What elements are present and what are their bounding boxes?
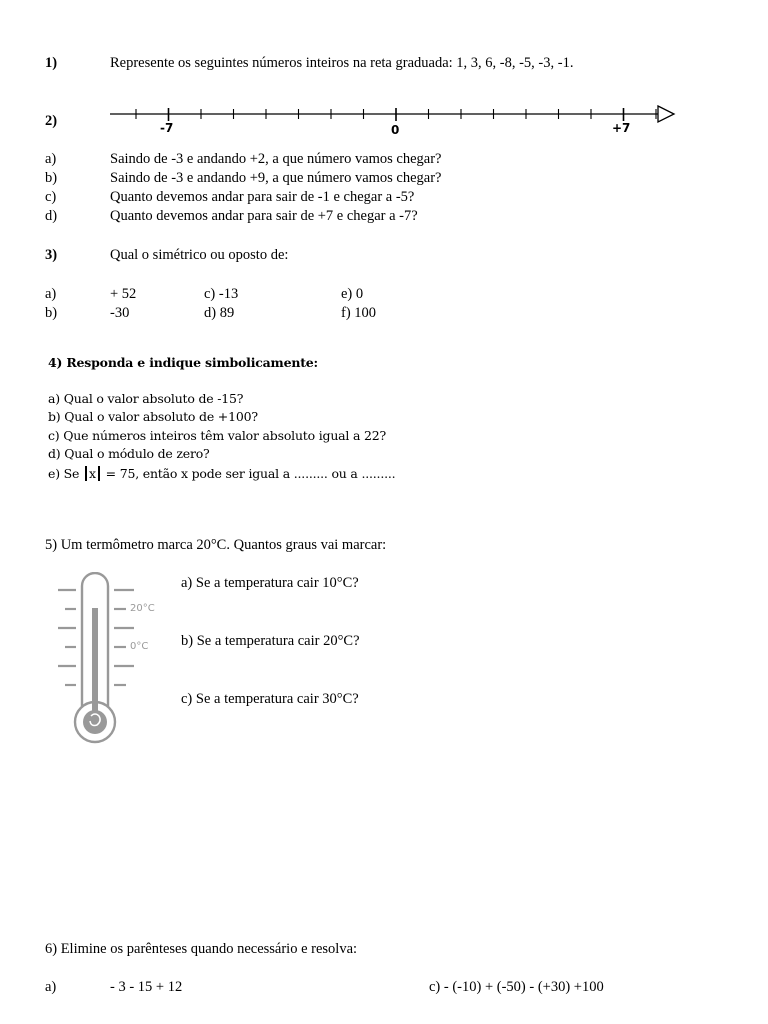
- q4-item-e-suffix: = 75, então x pode ser igual a ......... ou a .........: [105, 466, 396, 481]
- q4-item-d: d) Qual o módulo de zero?: [48, 446, 210, 461]
- q3-text: Qual o simétrico ou oposto de:: [110, 247, 289, 263]
- q4-item-e-variable: x: [89, 466, 96, 481]
- absolute-value-bar-right: [98, 466, 100, 481]
- q5-item-b: b) Se a temperatura cair 20°C?: [181, 633, 360, 649]
- q3-row-a-col2: c) -13: [204, 286, 239, 302]
- q3-row-b-letter: b): [45, 305, 58, 321]
- q2-item-c-text: Quanto devemos andar para sair de -1 e chegar a -5?: [110, 189, 415, 205]
- q3-row-b-col1: -30: [110, 305, 130, 321]
- q2-item-d-letter: d): [45, 208, 58, 224]
- q2-item-d-text: Quanto devemos andar para sair de +7 e chegar a -7?: [110, 208, 418, 224]
- q6-row-a-letter: a): [45, 979, 57, 995]
- q3-row-a-col1: + 52: [110, 286, 137, 302]
- q1-number: 1): [45, 55, 58, 71]
- number-line-label-zero: 0: [391, 123, 400, 137]
- q3-row-a-col3: e) 0: [341, 286, 364, 302]
- q2-item-c-letter: c): [45, 189, 57, 205]
- number-line-label-neg7: -7: [160, 121, 174, 135]
- q4-title: 4) Responda e indique simbolicamente:: [48, 355, 318, 370]
- q2-item-a-letter: a): [45, 151, 57, 167]
- q2-item-b-letter: b): [45, 170, 58, 186]
- q2-number: 2): [45, 113, 58, 129]
- q5-item-a: a) Se a temperatura cair 10°C?: [181, 575, 359, 591]
- q1-text: Represente os seguintes números inteiros na reta graduada: 1, 3, 6, -8, -5, -3, -1.: [110, 55, 574, 71]
- q3-row-b-col2: d) 89: [204, 305, 235, 321]
- q3-row-b-col3: f) 100: [341, 305, 377, 321]
- q6-row-a-expression: - 3 - 15 + 12: [110, 979, 183, 995]
- q4-item-c: c) Que números inteiros têm valor absoluto igual a 22?: [48, 428, 387, 443]
- q4-item-a: a) Qual o valor absoluto de -15?: [48, 391, 244, 406]
- absolute-value-bar-left: [85, 466, 87, 481]
- q6-row-c-expression: c) - (-10) + (-50) - (+30) +100: [429, 979, 604, 995]
- q6-title: 6) Elimine os parênteses quando necessário e resolva:: [45, 941, 358, 957]
- q5-title: 5) Um termômetro marca 20°C. Quantos graus vai marcar:: [45, 537, 387, 553]
- q2-item-a-text: Saindo de -3 e andando +2, a que número vamos chegar?: [110, 151, 442, 167]
- q3-row-a-letter: a): [45, 286, 57, 302]
- q4-item-b: b) Qual o valor absoluto de +100?: [48, 409, 258, 424]
- q5-item-c: c) Se a temperatura cair 30°C?: [181, 691, 359, 707]
- q4-item-e: [48, 466, 395, 481]
- thermometer-icon: [50, 572, 160, 747]
- q3-number: 3): [45, 247, 58, 263]
- thermometer-label-0c: 0°C: [130, 641, 149, 652]
- thermometer-label-20c: 20°C: [130, 603, 155, 614]
- number-line-label-pos7: +7: [612, 121, 631, 135]
- q4-item-e-prefix: e) Se: [48, 466, 80, 481]
- q2-item-b-text: Saindo de -3 e andando +9, a que número vamos chegar?: [110, 170, 442, 186]
